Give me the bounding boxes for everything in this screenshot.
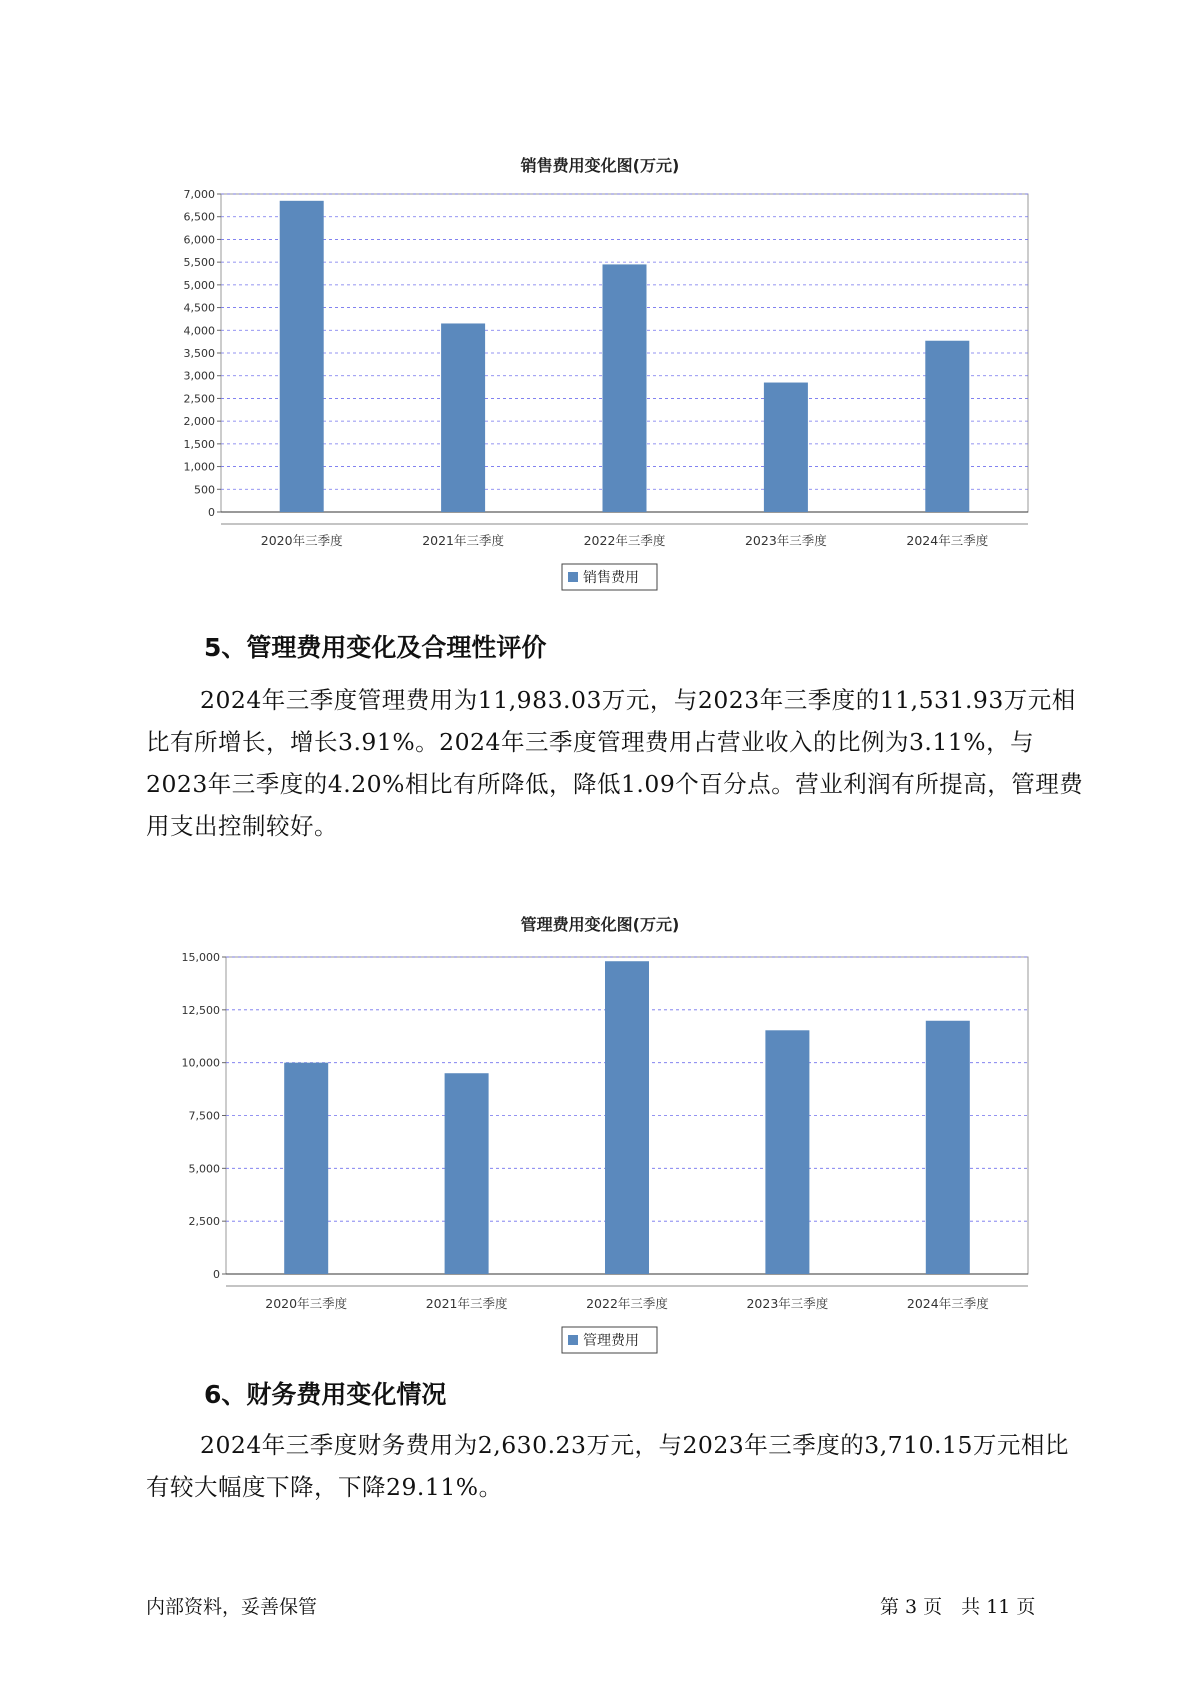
bar-2021年三季度: [445, 1073, 489, 1274]
section6-heading: 6、财务费用变化情况: [204, 1380, 447, 1409]
y-tick-label: 12,500: [181, 1003, 220, 1017]
x-category-label: 2024年三季度: [906, 1296, 989, 1311]
legend-swatch: [568, 1335, 578, 1345]
y-tick-label: 0: [213, 1268, 220, 1281]
y-tick-label: 0: [208, 506, 215, 519]
x-category-label: 2024年三季度: [906, 533, 989, 548]
y-tick-label: 10,000: [181, 1056, 220, 1070]
section6-paragraph: 2024年三季度财务费用为2,630.23万元，与2023年三季度的3,710.15万元相比有较大幅度下降，下降29.11%。: [146, 1431, 1069, 1501]
y-tick-label: 4,000: [183, 324, 215, 338]
y-tick-label: 6,000: [183, 233, 215, 247]
x-category-label: 2023年三季度: [746, 1296, 829, 1311]
footer-confidential-note: 内部资料，妥善保管: [146, 1596, 318, 1618]
y-tick-label: 7,500: [188, 1109, 220, 1123]
x-category-label: 2021年三季度: [425, 1296, 508, 1311]
x-category-label: 2023年三季度: [744, 533, 827, 548]
x-category-label: 2020年三季度: [265, 1296, 348, 1311]
y-tick-label: 3,000: [183, 369, 215, 383]
legend: [562, 1327, 657, 1353]
section5-heading: 5、管理费用变化及合理性评价: [204, 633, 547, 662]
y-tick-label: 7,000: [183, 188, 215, 201]
y-tick-label: 2,000: [183, 415, 215, 429]
x-category-label: 2020年三季度: [260, 533, 343, 548]
y-tick-label: 5,500: [183, 256, 215, 270]
y-tick-label: 5,000: [183, 278, 215, 292]
y-tick-label: 2,500: [183, 392, 215, 406]
bar-2023年三季度: [765, 1030, 809, 1274]
chart-title: 管理费用变化图(万元): [520, 915, 680, 934]
y-tick-label: 500: [194, 483, 215, 497]
bar-2022年三季度: [605, 961, 649, 1274]
y-tick-label: 1,000: [183, 460, 215, 474]
y-tick-label: 3,500: [183, 347, 215, 360]
chart-title: 销售费用变化图(万元): [520, 156, 680, 175]
y-tick-label: 1,500: [183, 437, 215, 451]
y-tick-label: 15,000: [181, 951, 220, 964]
x-category-label: 2021年三季度: [422, 533, 505, 548]
x-category-label: 2022年三季度: [586, 1296, 668, 1311]
x-category-label: 2022年三季度: [583, 533, 666, 548]
y-tick-label: 6,500: [183, 210, 215, 224]
footer-page-number: 第 3 页 共 11 页: [880, 1596, 1036, 1618]
y-tick-label: 5,000: [188, 1162, 220, 1176]
bar-2020年三季度: [284, 1063, 328, 1274]
y-tick-label: 4,500: [183, 301, 215, 315]
legend-label: 管理费用: [583, 1333, 639, 1349]
legend-label: 销售费用: [583, 570, 639, 586]
section5-paragraph: 2024年三季度管理费用为11,983.03万元，与2023年三季度的11,531.93万元相比有所增长，增长3.91%。2024年三季度管理费用占营业收入的比例为3.11%，与2023年三季度的4.20%相比有所降低，降低1.09个百分点。营业利润有所提高，管理费用支出控制较好。: [146, 686, 1084, 840]
y-tick-label: 2,500: [188, 1215, 220, 1229]
bar-2024年三季度: [926, 1021, 970, 1274]
